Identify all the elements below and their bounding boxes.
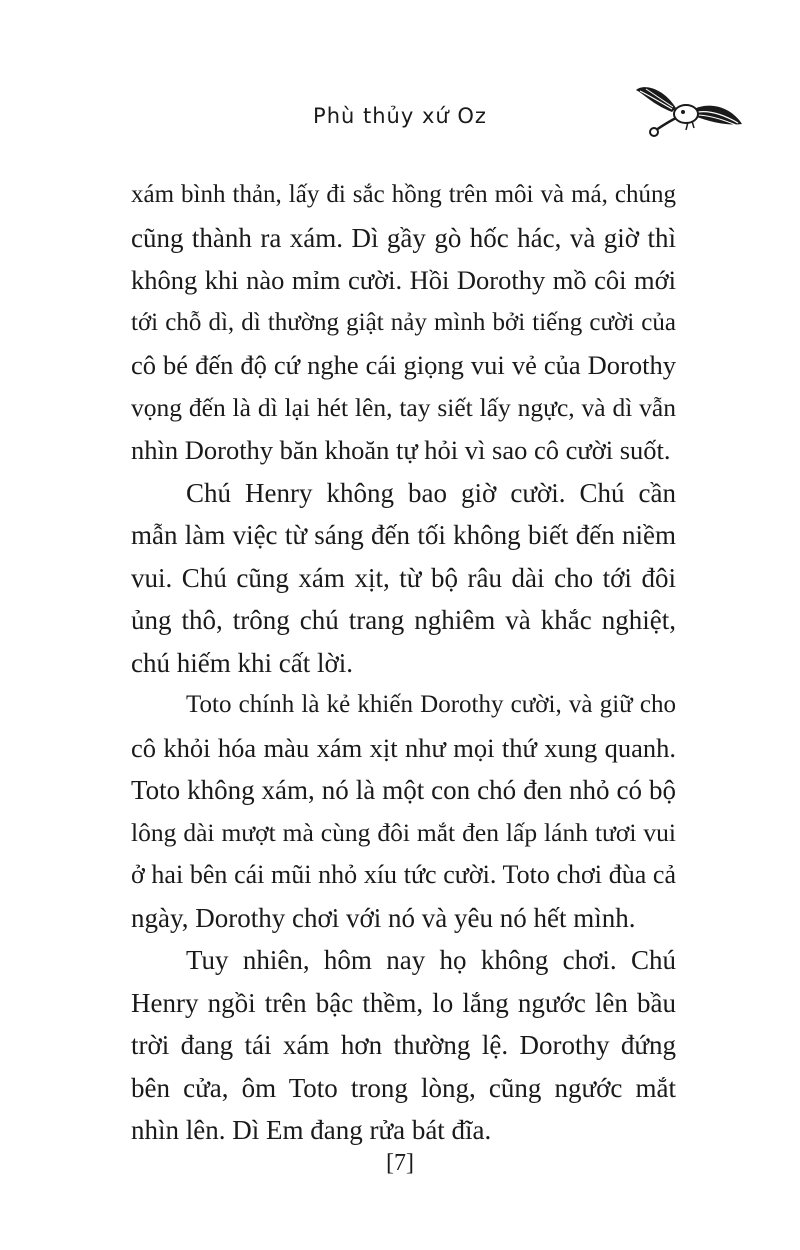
text-line: nhìn lên. Dì Em đang rửa bát đĩa. bbox=[131, 1115, 492, 1145]
paragraph-1 bbox=[131, 174, 676, 472]
text-line: Chú Henry không bao giờ cười. Chú cần bbox=[186, 477, 676, 508]
text-line: tới chỗ dì, dì thường giật nảy mình bởi tiếng cười của bbox=[131, 308, 676, 336]
text-line: cô khỏi hóa màu xám xịt như mọi thứ xung quanh. bbox=[131, 732, 676, 763]
text-line: vọng đến là dì lại hét lên, tay siết lấy ngực, và dì vẫn bbox=[131, 392, 676, 422]
text-line: không khi nào mỉm cười. Hồi Dorothy mồ côi mới bbox=[131, 265, 676, 295]
text-line: bên cửa, ôm Toto trong lòng, cũng ngước mắt bbox=[131, 1072, 676, 1103]
text-line: Tuy nhiên, hôm nay họ không chơi. Chú bbox=[186, 945, 676, 975]
text-line: ngày, Dorothy chơi với nó và yêu nó hết mình. bbox=[131, 902, 636, 933]
winged-bird-emblem-icon bbox=[632, 78, 744, 142]
text-line: nhìn Dorothy băn khoăn tự hỏi vì sao cô cười suốt. bbox=[131, 435, 671, 465]
text-line: vui. Chú cũng xám xịt, từ bộ râu dài cho tới đôi bbox=[131, 562, 676, 593]
page-number: [7] bbox=[386, 1150, 414, 1176]
text-line: ở hai bên cái mũi nhỏ xíu tức cười. Toto chơi đùa cả bbox=[131, 860, 676, 889]
paragraph-3 bbox=[131, 684, 676, 939]
paragraph-4 bbox=[131, 939, 676, 1152]
text-line: ủng thô, trông chú trang nghiêm và khắc nghiệt, bbox=[131, 605, 676, 635]
text-line: chú hiếm khi cất lời. bbox=[131, 647, 353, 678]
text-line: lông dài mượt mà cùng đôi mắt đen lấp lánh tươi vui bbox=[131, 817, 676, 847]
text-line: cô bé đến độ cứ nghe cái giọng vui vẻ của Dorothy bbox=[131, 350, 676, 380]
running-header-title: Phù thủy xứ Oz bbox=[313, 104, 487, 128]
text-line: mẫn làm việc từ sáng đến tối không biết đến niềm bbox=[131, 520, 676, 550]
text-line: xám bình thản, lấy đi sắc hồng trên môi và má, chúng bbox=[131, 181, 676, 208]
text-line: trời đang tái xám hơn thường lệ. Dorothy đứng bbox=[131, 1030, 676, 1060]
text-line: cũng thành ra xám. Dì gầy gò hốc hác, và giờ thì bbox=[131, 222, 676, 253]
paragraph-2 bbox=[131, 472, 676, 685]
text-line: Henry ngồi trên bậc thềm, lo lắng ngước lên bầu bbox=[131, 987, 676, 1018]
text-line: Toto chính là kẻ khiến Dorothy cười, và giữ cho bbox=[186, 691, 676, 718]
text-line: Toto không xám, nó là một con chó đen nhỏ có bộ bbox=[131, 775, 676, 805]
body-text bbox=[131, 174, 676, 1152]
